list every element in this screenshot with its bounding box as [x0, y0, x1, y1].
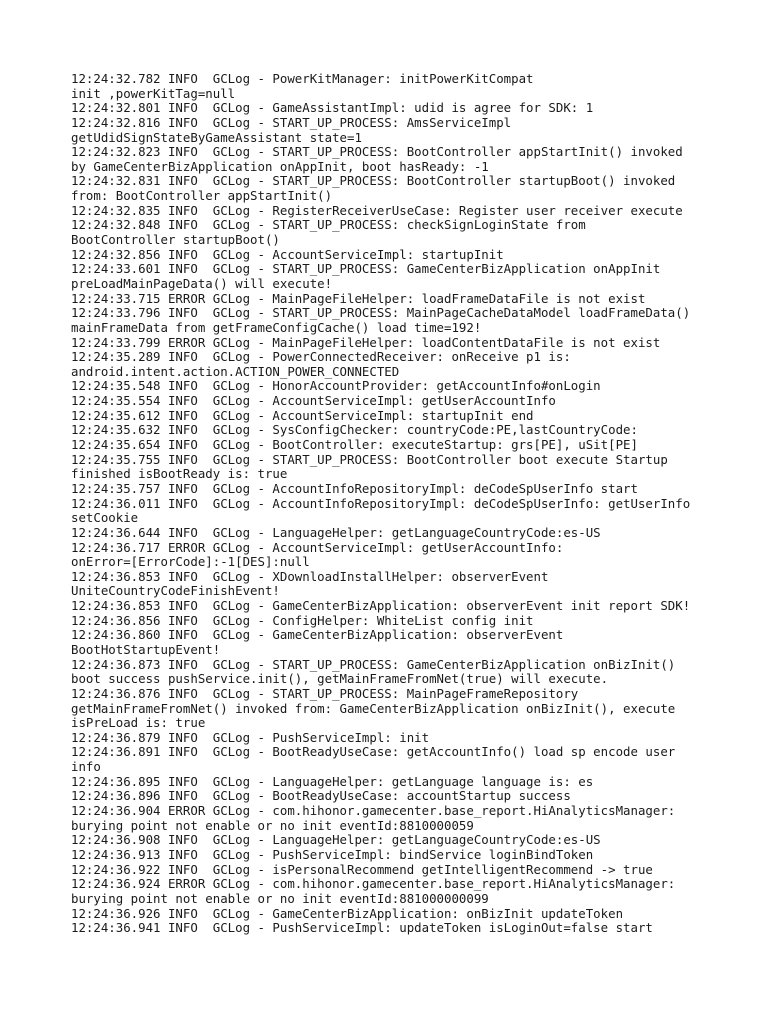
log-line: getUdidSignStateByGameAssistant state=1: [71, 129, 362, 145]
log-line: 12:24:36.896 INFO GCLog - BootReadyUseCase: accountStartup success: [71, 788, 571, 804]
log-line: 12:24:32.835 INFO GCLog - RegisterReceiverUseCase: Register user receiver execute: [71, 202, 683, 218]
log-line: 12:24:35.612 INFO GCLog - AccountServiceImpl: startupInit end: [71, 407, 534, 423]
log-line: 12:24:33.715 ERROR GCLog - MainPageFileHelper: loadFrameDataFile is not exist: [71, 290, 646, 306]
log-line: 12:24:36.941 INFO GCLog - PushServiceImpl: updateToken isLoginOut=false start: [71, 920, 653, 936]
log-line: getMainFrameFromNet() invoked from: GameCenterBizApplication onBizInit(), execute: [71, 700, 676, 716]
log-line: 12:24:36.644 INFO GCLog - LanguageHelper: getLanguageCountryCode:es-US: [71, 524, 601, 540]
log-line: preLoadMainPageData() will execute!: [71, 275, 333, 291]
log-line: init ,powerKitTag=null: [71, 85, 236, 101]
log-line: 12:24:33.601 INFO GCLog - START_UP_PROCESS: GameCenterBizApplication onAppInit: [71, 261, 661, 277]
log-line: setCookie: [71, 510, 139, 526]
log-line: 12:24:36.011 INFO GCLog - AccountInfoRepositoryImpl: deCodeSpUserInfo: getUserInfo: [71, 495, 691, 511]
log-line: 12:24:35.289 INFO GCLog - PowerConnectedReceiver: onReceive p1 is:: [71, 349, 571, 365]
log-line: 12:24:35.757 INFO GCLog - AccountInfoRepositoryImpl: deCodeSpUserInfo start: [71, 480, 638, 496]
log-line: 12:24:32.848 INFO GCLog - START_UP_PROCESS: checkSignLoginState from: [71, 217, 586, 233]
log-line: 12:24:35.632 INFO GCLog - SysConfigChecker: countryCode:PE,lastCountryCode:: [71, 422, 638, 438]
log-line: 12:24:36.717 ERROR GCLog - AccountServiceImpl: getUserAccountInfo:: [71, 539, 564, 555]
log-line: 12:24:36.856 INFO GCLog - ConfigHelper: WhiteList config init: [71, 612, 534, 628]
log-line: 12:24:36.926 INFO GCLog - GameCenterBizApplication: onBizInit updateToken: [71, 905, 624, 921]
log-line: BootHotStartupEvent!: [71, 641, 221, 657]
log-line: 12:24:35.548 INFO GCLog - HonorAccountProvider: getAccountInfo#onLogin: [71, 378, 601, 394]
log-line: boot success pushService.init(), getMainFrameFromNet(true) will execute.: [71, 671, 609, 687]
log-line: 12:24:32.816 INFO GCLog - START_UP_PROCESS: AmsServiceImpl: [71, 114, 512, 130]
log-line: from: BootController appStartInit(): [71, 188, 333, 204]
log-line: 12:24:32.856 INFO GCLog - AccountServiceImpl: startupInit: [71, 246, 504, 262]
log-line: 12:24:36.876 INFO GCLog - START_UP_PROCESS: MainPageFrameRepository: [71, 685, 579, 701]
log-line: 12:24:36.904 ERROR GCLog - com.hihonor.gamecenter.base_report.HiAnalyticsManager:: [71, 803, 676, 819]
log-document: [71, 72, 731, 936]
log-line: 12:24:33.796 INFO GCLog - START_UP_PROCESS: MainPageCacheDataModel loadFrameData(): [71, 305, 691, 321]
log-line: by GameCenterBizApplication onAppInit, boot hasReady: -1: [71, 158, 489, 174]
log-line: isPreLoad is: true: [71, 715, 206, 731]
log-line: 12:24:36.879 INFO GCLog - PushServiceImpl: init: [71, 729, 430, 745]
log-line: 12:24:36.895 INFO GCLog - LanguageHelper: getLanguage language is: es: [71, 773, 594, 789]
log-line: 12:24:32.831 INFO GCLog - START_UP_PROCESS: BootController startupBoot() invoked: [71, 173, 676, 189]
log-line: BootController startupBoot(): [71, 232, 280, 248]
log-line: 12:24:33.799 ERROR GCLog - MainPageFileHelper: loadContentDataFile is not exist: [71, 334, 661, 350]
log-line: 12:24:36.891 INFO GCLog - BootReadyUseCase: getAccountInfo() load sp encode user: [71, 744, 676, 760]
log-line: finished isBootReady is: true: [71, 466, 288, 482]
log-line: android.intent.action.ACTION_POWER_CONNECTED: [71, 363, 400, 379]
log-line: 12:24:35.654 INFO GCLog - BootController: executeStartup: grs[PE], uSit[PE]: [71, 437, 638, 453]
log-line: 12:24:32.801 INFO GCLog - GameAssistantImpl: udid is agree for SDK: 1: [71, 100, 594, 116]
log-line: 12:24:36.860 INFO GCLog - GameCenterBizApplication: observerEvent: [71, 627, 564, 643]
log-line: UniteCountryCodeFinishEvent!: [71, 583, 280, 599]
log-line: 12:24:36.924 ERROR GCLog - com.hihonor.gamecenter.base_report.HiAnalyticsManager:: [71, 876, 676, 892]
log-line: 12:24:36.853 INFO GCLog - XDownloadInstallHelper: observerEvent: [71, 568, 549, 584]
log-line: 12:24:32.823 INFO GCLog - START_UP_PROCESS: BootController appStartInit() invoked: [71, 144, 683, 160]
log-line: 12:24:36.908 INFO GCLog - LanguageHelper: getLanguageCountryCode:es-US: [71, 832, 601, 848]
log-line: 12:24:36.913 INFO GCLog - PushServiceImpl: bindService loginBindToken: [71, 846, 594, 862]
log-line: mainFrameData from getFrameConfigCache() load time=192!: [71, 319, 482, 335]
log-line: 12:24:36.873 INFO GCLog - START_UP_PROCESS: GameCenterBizApplication onBizInit(): [71, 656, 676, 672]
log-line: 12:24:35.554 INFO GCLog - AccountServiceImpl: getUserAccountInfo: [71, 393, 556, 409]
log-line: burying point not enable or no init eventId:8810000059: [71, 817, 474, 833]
log-line: 12:24:36.922 INFO GCLog - isPersonalRecommend getIntelligentRecommend -> true: [71, 861, 653, 877]
log-line: info: [71, 759, 101, 775]
log-line: 12:24:32.782 INFO GCLog - PowerKitManager: initPowerKitCompat: [71, 71, 534, 86]
log-line: burying point not enable or no init eventId:881000000099: [71, 890, 489, 906]
log-line: 12:24:36.853 INFO GCLog - GameCenterBizApplication: observerEvent init report SDK!: [71, 598, 691, 614]
log-line: onError=[ErrorCode]:-1[DES]:null: [71, 554, 310, 570]
log-line: 12:24:35.755 INFO GCLog - START_UP_PROCESS: BootController boot execute Startup: [71, 451, 668, 467]
